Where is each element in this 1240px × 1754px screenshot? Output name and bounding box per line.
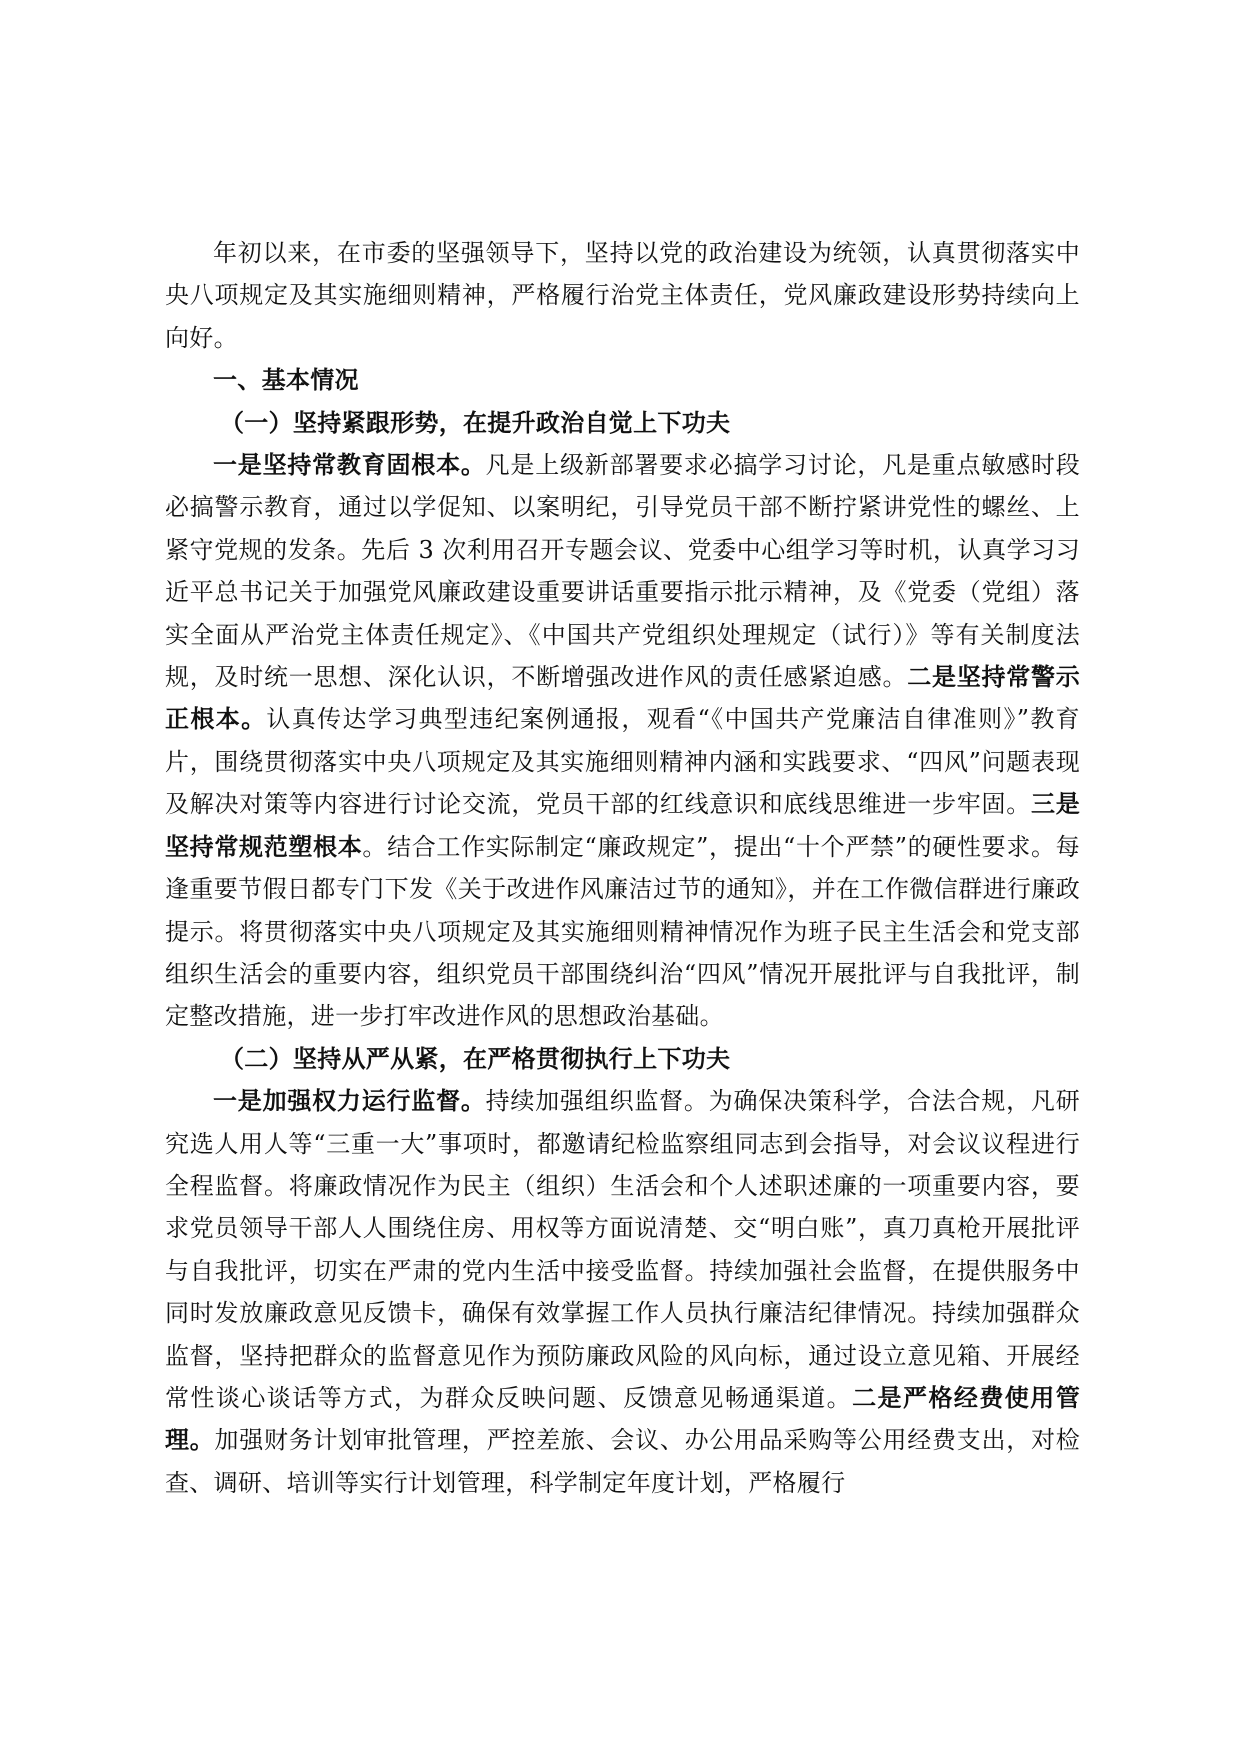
body-text-supervision: 持续加强组织监督。为确保决策科学，合法合规，凡研究选人用人等“三重一大”事项时，都邀请纪检监察组同志到会指导，对会议议程进行全程监督。将廉政情况作为民主（组织）生活会和个人述职述廉的一项重要内容，要求党员领导干部人人围绕住房、用权等方面说清楚、交“明白账”，真刀真枪开展批评与自我批评，切实在严肃的党内生活中接受监督。持续加强社会监督，在提供服务中同时发放廉政意见反馈卡，确保有效掌握工作人员执行廉洁纪律情况。持续加强群众监督，坚持把群众的监督意见作为预防廉政风险的风向标，通过设立意见箱、开展经常性谈心谈话等方式，为群众反映问题、反馈意见畅通渠道。 <box>165 1087 1080 1412</box>
subsection-heading-1: （一）坚持紧跟形势，在提升政治自觉上下功夫 <box>220 407 731 437</box>
body-text-regulation: 。结合工作实际制定“廉政规定”，提出“十个严禁”的硬性要求。每逢重要节假日都专门下发《关于改进作风廉洁过节的通知》，并在工作微信群进行廉政提示。将贯彻落实中央八项规定及其实施细则精神情况作为班子民主生活会和党支部组织生活会的重要内容，组织党员干部围绕纠治“四风”情况开展批评与自我批评，制定整改措施，进一步打牢改进作风的思想政治基础。 <box>165 832 1080 1031</box>
body-text-education: 凡是上级新部署要求必搞学习讨论，凡是重点敏感时段必搞警示教育，通过以学促知、以案明纪，引导党员干部不断拧紧讲党性的螺丝、上紧守党规的发条。先后 3 次利用召开专题会议、党委中心组学习等时机，认真学习习近平总书记关于加强党风廉政建设重要讲话重要指示批示精神，及《党委（党组）落实全面从严治党主体责任规定》、《中国共产党组织处理规定（试行）》等有关制度法规，及时统一思想、深化认识，不断增强改进作风的责任感紧迫感。 <box>165 451 1080 692</box>
section-heading: 一、基本情况 <box>213 365 359 395</box>
document-page <box>165 232 1080 1504</box>
body-text-warning: 认真传达学习典型违纪案例通报，观看“《中国共产党廉洁自律准则》”教育片，围绕贯彻落实中央八项规定及其实施细则精神内涵和实践要求、“四风”问题表现及解决对策等内容进行讨论交流，党员干部的红线意识和底线思维进一步牢固。 <box>165 705 1080 819</box>
lead-phrase-education: 一是坚持常教育固根本。 <box>213 450 486 480</box>
intro-paragraph: 年初以来，在市委的坚强领导下，坚持以党的政治建设为统领，认真贯彻落实中央八项规定及其实施细则精神，严格履行治党主体责任，党风廉政建设形势持续向上向好。 <box>165 239 1080 352</box>
lead-phrase-funds: 二是严格经费使用管理。 <box>165 1382 1080 1455</box>
subsection-1-paragraph <box>165 444 1080 1038</box>
lead-phrase-regulation: 三是坚持常规范塑根本 <box>165 789 1080 861</box>
lead-phrase-warning: 二是坚持常警示正根本。 <box>165 662 1080 734</box>
subsection-2-paragraph <box>165 1080 1080 1504</box>
subsection-heading-2: （二）坚持从严从紧，在严格贯彻执行上下功夫 <box>220 1043 731 1073</box>
lead-phrase-supervision: 一是加强权力运行监督。 <box>213 1086 486 1116</box>
body-text-funds: 加强财务计划审批管理，严控差旅、会议、办公用品采购等公用经费支出，对检查、调研、培训等实行计划管理，科学制定年度计划，严格履行 <box>165 1426 1080 1497</box>
